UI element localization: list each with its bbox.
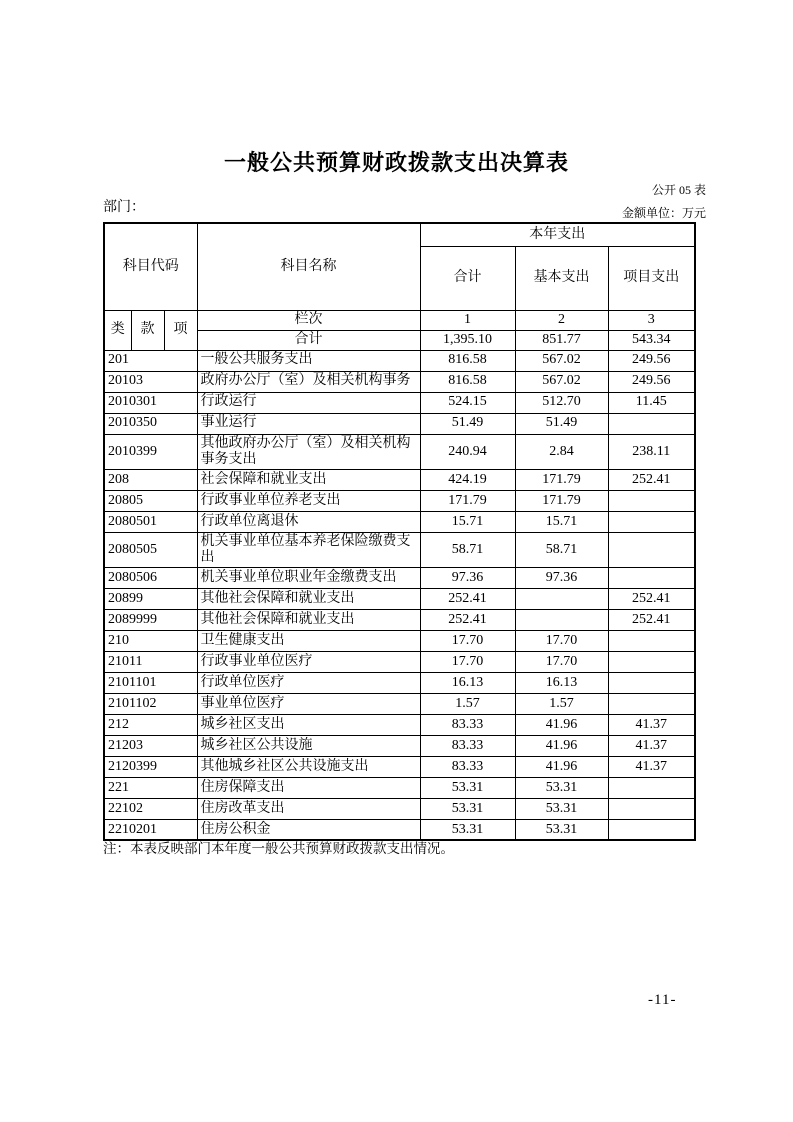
row-name-cell: 机关事业单位职业年金缴费支出 — [197, 567, 420, 588]
row-code-cell: 212 — [104, 714, 197, 735]
row-total-cell: 171.79 — [420, 490, 515, 511]
table-row — [104, 798, 695, 819]
row-code-cell: 22102 — [104, 798, 197, 819]
row-basic-cell — [515, 588, 608, 609]
row-basic-cell: 567.02 — [515, 350, 608, 371]
row-basic-cell: 51.49 — [515, 413, 608, 434]
row-project-cell: 252.41 — [608, 588, 695, 609]
page-title: 一般公共预算财政拨款支出决算表 — [223, 150, 569, 175]
col-header-project-expenditure: 项目支出 — [608, 246, 695, 310]
row-project-cell — [608, 511, 695, 532]
row-code-cell: 2210201 — [104, 819, 197, 840]
row-name-cell: 城乡社区公共设施 — [197, 735, 420, 756]
row-basic-cell: 1.57 — [515, 693, 608, 714]
row-code-cell: 21011 — [104, 651, 197, 672]
row-name-cell: 机关事业单位基本养老保险缴费支出 — [197, 532, 420, 567]
row-basic-cell: 41.96 — [515, 756, 608, 777]
grand-total-project: 543.34 — [608, 330, 695, 350]
table-row — [104, 392, 695, 413]
row-project-cell: 41.37 — [608, 756, 695, 777]
row-total-cell: 252.41 — [420, 609, 515, 630]
row-total-cell: 53.31 — [420, 819, 515, 840]
row-project-cell: 41.37 — [608, 735, 695, 756]
row-basic-cell: 58.71 — [515, 532, 608, 567]
row-name-cell: 行政单位医疗 — [197, 672, 420, 693]
row-name-cell: 卫生健康支出 — [197, 630, 420, 651]
row-total-cell: 15.71 — [420, 511, 515, 532]
table-row — [104, 756, 695, 777]
footnote: 注：本表反映部门本年度一般公共预算财政拨款支出情况。 — [103, 841, 454, 856]
row-basic-cell: 171.79 — [515, 469, 608, 490]
row-total-cell: 252.41 — [420, 588, 515, 609]
code-category-label: 类 — [104, 310, 131, 350]
row-name-cell: 住房保障支出 — [197, 777, 420, 798]
row-code-cell: 201 — [104, 350, 197, 371]
row-basic-cell: 97.36 — [515, 567, 608, 588]
row-project-cell — [608, 651, 695, 672]
row-total-cell: 1.57 — [420, 693, 515, 714]
row-code-cell: 20805 — [104, 490, 197, 511]
table-row — [104, 469, 695, 490]
col-header-subject-code: 科目代码 — [104, 223, 197, 310]
table-row — [104, 413, 695, 434]
row-name-cell: 政府办公厅（室）及相关机构事务 — [197, 371, 420, 392]
row-code-cell: 221 — [104, 777, 197, 798]
row-code-cell: 2101101 — [104, 672, 197, 693]
row-name-cell: 行政运行 — [197, 392, 420, 413]
row-name-cell: 一般公共服务支出 — [197, 350, 420, 371]
row-project-cell: 238.11 — [608, 434, 695, 469]
row-total-cell: 83.33 — [420, 714, 515, 735]
row-total-cell: 816.58 — [420, 350, 515, 371]
row-basic-cell: 53.31 — [515, 798, 608, 819]
row-basic-cell: 16.13 — [515, 672, 608, 693]
row-project-cell — [608, 567, 695, 588]
header-row-1 — [104, 223, 695, 246]
col-header-current-year-expenditure: 本年支出 — [420, 223, 695, 246]
row-code-cell: 208 — [104, 469, 197, 490]
row-basic-cell — [515, 609, 608, 630]
row-project-cell — [608, 672, 695, 693]
column-index-label: 栏次 — [197, 310, 420, 330]
row-code-cell: 2120399 — [104, 756, 197, 777]
row-total-cell: 53.31 — [420, 798, 515, 819]
row-basic-cell: 41.96 — [515, 735, 608, 756]
table-row — [104, 630, 695, 651]
col-header-basic-expenditure: 基本支出 — [515, 246, 608, 310]
table-row — [104, 511, 695, 532]
table-row — [104, 735, 695, 756]
row-project-cell — [608, 490, 695, 511]
row-code-cell: 2080505 — [104, 532, 197, 567]
grand-total-total: 1,395.10 — [420, 330, 515, 350]
table-row — [104, 371, 695, 392]
row-total-cell: 424.19 — [420, 469, 515, 490]
row-project-cell — [608, 798, 695, 819]
row-basic-cell: 17.70 — [515, 651, 608, 672]
row-name-cell: 事业单位医疗 — [197, 693, 420, 714]
row-project-cell: 11.45 — [608, 392, 695, 413]
column-index-3: 3 — [608, 310, 695, 330]
table-row — [104, 350, 695, 371]
table-row — [104, 609, 695, 630]
page-number: -11- — [648, 992, 677, 1008]
row-code-cell: 2101102 — [104, 693, 197, 714]
row-code-cell: 2010350 — [104, 413, 197, 434]
row-total-cell: 240.94 — [420, 434, 515, 469]
table-row — [104, 567, 695, 588]
row-project-cell — [608, 630, 695, 651]
row-project-cell — [608, 532, 695, 567]
row-project-cell: 252.41 — [608, 609, 695, 630]
row-name-cell: 社会保障和就业支出 — [197, 469, 420, 490]
row-basic-cell: 53.31 — [515, 819, 608, 840]
row-total-cell: 51.49 — [420, 413, 515, 434]
row-code-cell: 2010399 — [104, 434, 197, 469]
expenditure-table — [103, 222, 696, 841]
code-section-label: 款 — [131, 310, 164, 350]
column-index-row — [104, 310, 695, 330]
row-name-cell: 行政事业单位医疗 — [197, 651, 420, 672]
row-project-cell — [608, 413, 695, 434]
row-basic-cell: 171.79 — [515, 490, 608, 511]
row-code-cell: 2089999 — [104, 609, 197, 630]
row-name-cell: 行政单位离退休 — [197, 511, 420, 532]
row-basic-cell: 512.70 — [515, 392, 608, 413]
row-total-cell: 58.71 — [420, 532, 515, 567]
row-name-cell: 其他政府办公厅（室）及相关机构事务支出 — [197, 434, 420, 469]
row-project-cell: 249.56 — [608, 350, 695, 371]
row-basic-cell: 2.84 — [515, 434, 608, 469]
row-project-cell: 252.41 — [608, 469, 695, 490]
row-total-cell: 97.36 — [420, 567, 515, 588]
row-code-cell: 210 — [104, 630, 197, 651]
row-name-cell: 其他社会保障和就业支出 — [197, 609, 420, 630]
row-code-cell: 20899 — [104, 588, 197, 609]
row-code-cell: 20103 — [104, 371, 197, 392]
row-total-cell: 816.58 — [420, 371, 515, 392]
row-code-cell: 2080506 — [104, 567, 197, 588]
column-index-1: 1 — [420, 310, 515, 330]
row-name-cell: 城乡社区支出 — [197, 714, 420, 735]
table-row — [104, 777, 695, 798]
row-code-cell: 2080501 — [104, 511, 197, 532]
table-row — [104, 490, 695, 511]
table-row — [104, 672, 695, 693]
table-code-label: 公开 05 表 — [651, 183, 706, 197]
grand-total-label: 合计 — [197, 330, 420, 350]
row-project-cell: 249.56 — [608, 371, 695, 392]
row-basic-cell: 567.02 — [515, 371, 608, 392]
row-total-cell: 17.70 — [420, 630, 515, 651]
row-basic-cell: 17.70 — [515, 630, 608, 651]
row-code-cell: 2010301 — [104, 392, 197, 413]
row-total-cell: 524.15 — [420, 392, 515, 413]
row-total-cell: 17.70 — [420, 651, 515, 672]
row-name-cell: 事业运行 — [197, 413, 420, 434]
amount-unit-label: 金额单位：万元 — [621, 206, 706, 220]
row-name-cell: 行政事业单位养老支出 — [197, 490, 420, 511]
row-basic-cell: 53.31 — [515, 777, 608, 798]
row-total-cell: 16.13 — [420, 672, 515, 693]
department-label: 部门： — [103, 200, 145, 215]
table-row — [104, 434, 695, 469]
row-total-cell: 83.33 — [420, 756, 515, 777]
row-code-cell: 21203 — [104, 735, 197, 756]
row-total-cell: 53.31 — [420, 777, 515, 798]
row-name-cell: 住房改革支出 — [197, 798, 420, 819]
row-basic-cell: 15.71 — [515, 511, 608, 532]
table-row — [104, 693, 695, 714]
row-total-cell: 83.33 — [420, 735, 515, 756]
column-index-2: 2 — [515, 310, 608, 330]
row-name-cell: 其他社会保障和就业支出 — [197, 588, 420, 609]
row-name-cell: 住房公积金 — [197, 819, 420, 840]
table-row — [104, 588, 695, 609]
code-item-label: 项 — [164, 310, 197, 350]
col-header-total: 合计 — [420, 246, 515, 310]
row-project-cell — [608, 777, 695, 798]
row-project-cell — [608, 819, 695, 840]
col-header-subject-name: 科目名称 — [197, 223, 420, 310]
grand-total-basic: 851.77 — [515, 330, 608, 350]
row-project-cell: 41.37 — [608, 714, 695, 735]
row-project-cell — [608, 693, 695, 714]
table-row — [104, 532, 695, 567]
row-name-cell: 其他城乡社区公共设施支出 — [197, 756, 420, 777]
row-basic-cell: 41.96 — [515, 714, 608, 735]
table-row — [104, 714, 695, 735]
table-row — [104, 651, 695, 672]
